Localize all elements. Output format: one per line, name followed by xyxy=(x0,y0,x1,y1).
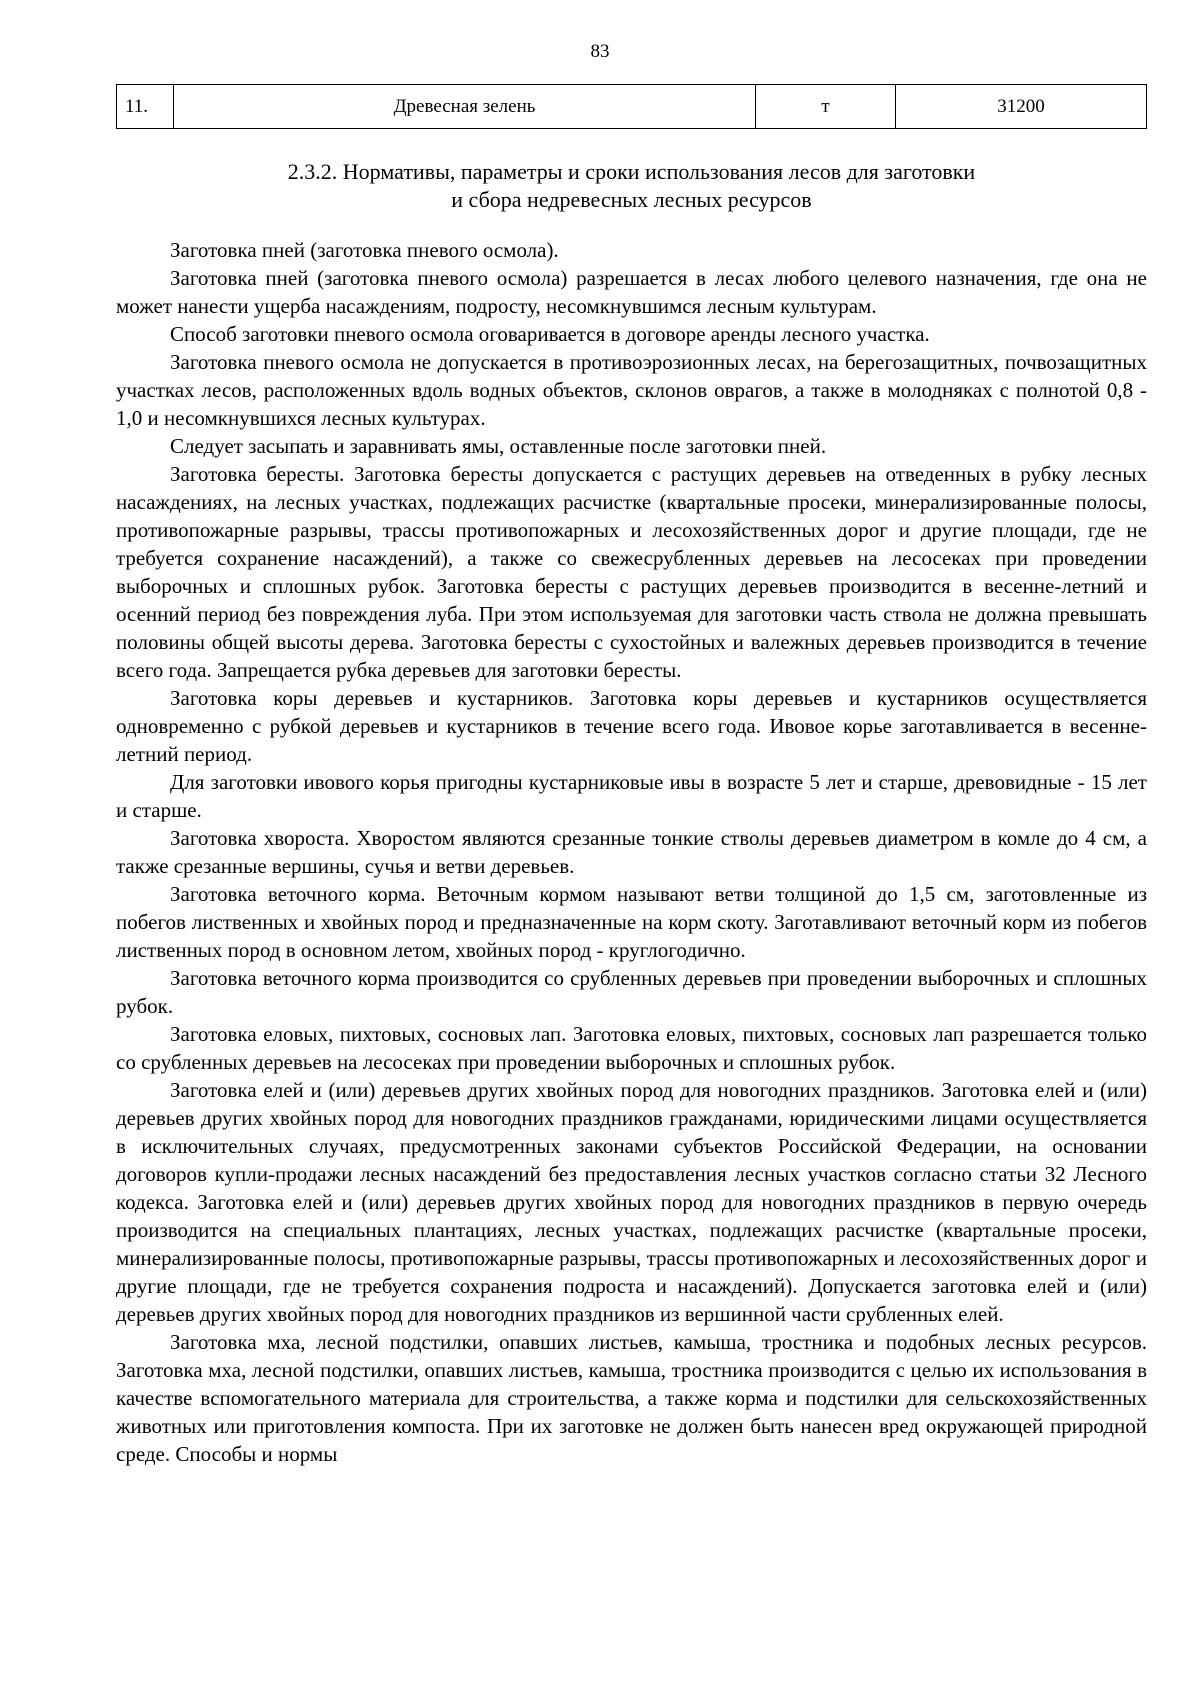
paragraph: Для заготовки ивового корья пригодны кустарниковые ивы в возрасте 5 лет и старше, древовидные - 15 лет и старше. xyxy=(116,770,1147,822)
paragraph: Следует засыпать и заравнивать ямы, оставленные после заготовки пней. xyxy=(170,434,827,458)
section-heading-line-2: и сбора недревесных лесных ресурсов xyxy=(451,187,812,212)
paragraph: Заготовка веточного корма. Веточным кормом называют ветви толщиной до 1,5 см, заготовленные из побегов лиственных и хвойных пород и предназначенные на корм скоту. Заготавливают веточный корм из побегов лиственных пород в основном летом, хвойных пород - круглогодично. xyxy=(116,882,1147,962)
paragraph: Способ заготовки пневого осмола оговаривается в договоре аренды лесного участка. xyxy=(170,322,930,346)
paragraph: Заготовка пней (заготовка пневого осмола) разрешается в лесах любого целевого назначения, где она не может нанести ущерба насаждениям, подросту, несомкнувшимся лесным культурам. xyxy=(116,266,1147,318)
paragraph: Заготовка елей и (или) деревьев других хвойных пород для новогодних праздников. Заготовка елей и (или) деревьев других хвойных пород для новогодних праздников гражданами, юридическими лицами осуществляется в исключительных случаях, предусмотренных законами субъектов Российской Федерации, на основании договоров купли-продажи лесных насаждений без предоставления лесных участков согласно статьи 32 Лесного кодекса. Заготовка елей и (или) деревьев других хвойных пород для новогодних праздников в первую очередь производится на специальных плантациях, лесных участках, подлежащих расчистке (квартальные просеки, минерализированные полосы, противопожарные разрывы, трассы противопожарных и лесохозяйственных дорог и другие площади, где не требуется сохранения подроста и насаждений). Допускается заготовка елей и (или) деревьев других хвойных пород для новогодних праздников из вершинной части срубленных елей. xyxy=(116,1078,1147,1326)
unit-cell: т xyxy=(756,85,896,129)
section-heading-line-1: 2.3.2. Нормативы, параметры и сроки использования лесов для заготовки xyxy=(287,159,976,184)
paragraph: Заготовка веточного корма производится со срубленных деревьев при проведении выборочных и сплошных рубок. xyxy=(116,966,1147,1018)
resource-table xyxy=(116,84,1147,129)
paragraph: Заготовка коры деревьев и кустарников. Заготовка коры деревьев и кустарников осуществляется одновременно с рубкой деревьев и кустарников в течение всего года. Ивовое корье заготавливается в весенне-летний период. xyxy=(116,686,1147,766)
page-number: 83 xyxy=(590,41,610,62)
table-row xyxy=(117,85,1147,129)
paragraph: Заготовка бересты. Заготовка бересты допускается с растущих деревьев на отведенных в рубку лесных насаждениях, на лесных участках, подлежащих расчистке (квартальные просеки, минерализированные полосы, противопожарные разрывы, трассы противопожарных и лесохозяйственных дорог и другие площади, где не требуется сохранение насаждений), а также со свежесрубленных деревьев на лесосеках при проведении выборочных и сплошных рубок. Заготовка бересты с растущих деревьев производится в весенне-летний и осенний период без повреждения луба. При этом используемая для заготовки часть ствола не должна превышать половины общей высоты дерева. Заготовка бересты с сухостойных и валежных деревьев производится в течение всего года. Запрещается рубка деревьев для заготовки бересты. xyxy=(116,462,1147,682)
row-number-cell: 11. xyxy=(117,85,174,129)
resource-name-cell: Древесная зелень xyxy=(174,85,756,129)
section-heading xyxy=(116,158,1147,214)
value-cell: 31200 xyxy=(896,85,1147,129)
paragraph: Заготовка хвороста. Хворостом являются срезанные тонкие стволы деревьев диаметром в комле до 4 см, а также срезанные вершины, сучья и ветви деревьев. xyxy=(116,826,1147,878)
paragraph: Заготовка еловых, пихтовых, сосновых лап. Заготовка еловых, пихтовых, сосновых лап разрешается только со срубленных деревьев на лесосеках при проведении выборочных и сплошных рубок. xyxy=(116,1022,1147,1074)
paragraph: Заготовка пневого осмола не допускается в противоэрозионных лесах, на берегозащитных, почвозащитных участках лесов, расположенных вдоль водных объектов, склонов оврагов, а также в молодняках с полнотой 0,8 - 1,0 и несомкнувшихся лесных культурах. xyxy=(116,350,1147,430)
paragraph: Заготовка мха, лесной подстилки, опавших листьев, камыша, тростника и подобных лесных ресурсов. Заготовка мха, лесной подстилки, опавших листьев, камыша, тростника производится с целью их использования в качестве вспомогательного материала для строительства, а также корма и подстилки для сельскохозяйственных животных или приготовления компоста. При их заготовке не должен быть нанесен вред окружающей природной среде. Способы и нормы xyxy=(116,1330,1147,1466)
body-text xyxy=(116,236,1147,1468)
paragraph: Заготовка пней (заготовка пневого осмола). xyxy=(170,238,559,262)
